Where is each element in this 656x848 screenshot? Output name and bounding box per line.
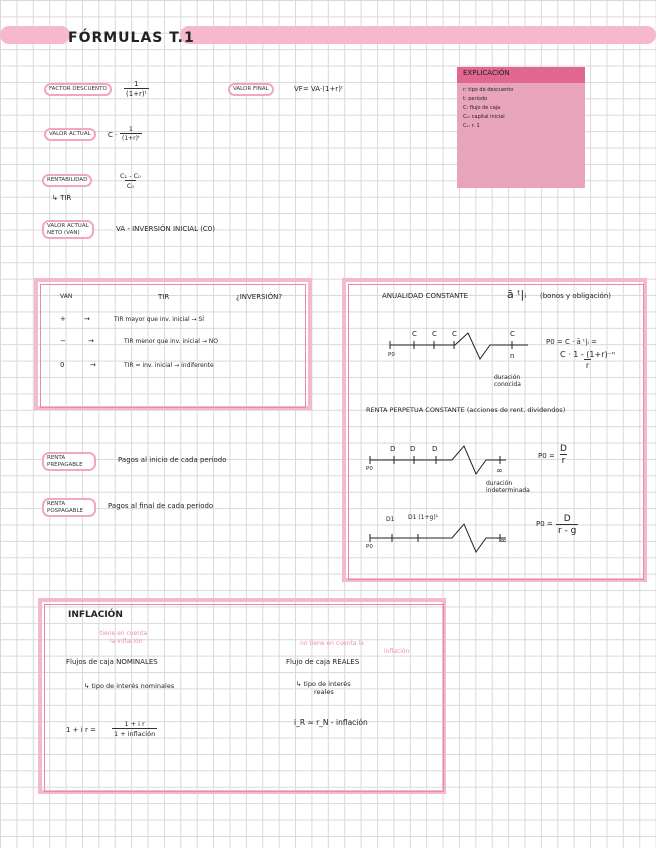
valor-actual-label: VALOR ACTUAL	[44, 128, 96, 141]
van-row-sign: +	[60, 315, 66, 323]
van-label-line: VALOR ACTUAL	[47, 223, 89, 229]
van-label	[42, 220, 94, 239]
inflacion-approx: i_R ≈ r_N - inflación	[294, 718, 368, 727]
van-label-line: NETO (VAN)	[47, 229, 80, 236]
perpetua-formula: $\frac{D}{r}$	[560, 444, 567, 466]
perpetua-tick-label: D	[432, 445, 438, 453]
inflacion-right-sub-line: reales	[314, 688, 334, 696]
inflacion-note-left-line: la inflación	[110, 638, 143, 645]
explicacion-line: C₀: capital inicial	[463, 114, 505, 120]
van-row-arrow: →	[90, 361, 96, 369]
valor-actual-formula: $\frac{1}{\text{(1+r)ᵗ}}$	[122, 126, 140, 142]
explicacion-header	[457, 67, 585, 83]
inflacion-formula-lhs: 1 + i r =	[66, 726, 96, 734]
gordon-tick-label: D1 (1+g)¹	[408, 514, 439, 521]
anualidad-n: n	[510, 352, 515, 360]
anualidad-tick-label: C	[510, 330, 515, 338]
anualidad-tick-label: C	[432, 330, 437, 338]
inflacion-note-left-line: tiene en cuenta	[100, 630, 148, 637]
explicacion-line: C: flujo de caja	[463, 105, 501, 111]
van-table-inner	[40, 284, 306, 408]
van-row-sign: −	[60, 337, 66, 345]
gordon-timeline-line	[370, 524, 506, 552]
perpetua-tick-label: D	[390, 445, 396, 453]
factor-descuento-label: FACTOR DESCUENTO	[44, 83, 112, 96]
valor-final-label: VALOR FINAL	[228, 83, 274, 96]
gordon-inf: ∞	[500, 536, 507, 545]
van-row-arrow: →	[88, 337, 94, 345]
van-row-text: TIR mayor que inv. inicial → SÍ	[114, 316, 205, 323]
factor-descuento-formula: $\frac{1}{\text{(1+r)ᵗ}}$	[126, 80, 147, 98]
inflacion-right-heading: Flujo de caja REALES	[286, 658, 360, 666]
page-title: FÓRMULAS T.1	[68, 30, 195, 46]
perpetua-p0: P0	[366, 466, 373, 472]
explicacion-line: t: periodo	[463, 96, 488, 102]
inflacion-formula: 1 + i r 1 + inflación	[114, 720, 156, 738]
valor-final-formula: VF= VA·(1+r)ᵗ	[294, 85, 343, 93]
van-formula: VA - INVERSIÓN INICIAL (C0)	[116, 225, 215, 233]
anualidad-title: ANUALIDAD CONSTANTE	[382, 292, 469, 300]
renta-pospagable-text: Pagos al final de cada periodo	[108, 502, 214, 510]
valor-actual-lhs: C ·	[108, 131, 118, 139]
anualidad-subtitle: (bonos y obligación)	[540, 292, 612, 300]
anualidad-timeline-line	[390, 333, 528, 359]
perpetua-formula-lhs: P0 =	[538, 452, 555, 460]
perpetua-timeline	[366, 442, 516, 482]
gordon-formula: $\frac{D}{r - g}$	[558, 514, 577, 536]
gordon-formula-lhs: P0 =	[536, 520, 553, 528]
anualidad-factor: ā ᵗ|ᵢ	[507, 288, 527, 301]
inflacion-note-right-line: no tiene en cuenta la	[300, 640, 364, 647]
gordon-p0: P0	[366, 544, 373, 550]
van-table-header-tir: TIR	[158, 293, 170, 301]
inflacion-right-sub	[296, 680, 351, 696]
van-row-arrow: →	[84, 315, 90, 323]
explicacion-lines	[457, 83, 585, 134]
renta-pospagable-label: RENTA POSPAGABLE	[42, 498, 96, 517]
rentabilidad-note: ↳ TIR	[52, 194, 72, 202]
title-bar-right	[180, 26, 656, 44]
anualidad-formula-line1: P0 = C · ā ᵗ|ᵢ =	[546, 338, 597, 346]
perpetua-tick-label: D	[410, 445, 416, 453]
perpetua-inf: ∞	[496, 466, 503, 475]
inflacion-left-sub: ↳ tipo de interés nominales	[84, 682, 175, 690]
title-bar-left	[0, 26, 70, 44]
van-row-text: TIR = inv. inicial → indiferente	[124, 362, 214, 369]
perpetua-title: RENTA PERPETUA CONSTANTE (acciones de rent. dividendos)	[366, 406, 566, 414]
gordon-tick-label: D1	[386, 516, 395, 523]
gordon-timeline	[366, 520, 516, 560]
rentabilidad-label: RENTABILIDAD	[42, 174, 92, 187]
inflacion-note-left	[100, 630, 147, 646]
inflacion-note-right-line: inflación	[384, 648, 410, 655]
anualidad-tick-label: C	[412, 330, 417, 338]
renta-prepagable-label: RENTA PREPAGABLE	[42, 452, 96, 471]
inflacion-note-right	[300, 640, 409, 656]
explicacion-line: C₁: r. 1	[463, 123, 480, 129]
perpetua-duracion: duración indeterminada	[486, 480, 530, 494]
van-table-header-inversion: ¿INVERSIÓN?	[236, 293, 283, 301]
van-row-sign: 0	[60, 361, 65, 369]
van-table-header-van: VAN	[60, 293, 73, 300]
anualidad-duracion: duración conocida	[494, 374, 521, 388]
inflacion-title: INFLACIÓN	[68, 610, 123, 620]
inflacion-left-heading: Flujos de caja NOMINALES	[66, 658, 158, 666]
rentabilidad-formula: $\frac{\text{C₁ - C₀}}{\text{C₀}}$	[120, 172, 141, 190]
inflacion-right-sub-line: ↳ tipo de interés	[296, 680, 351, 688]
anualidad-p0: P0	[388, 352, 395, 358]
van-row-text: TIR menor que inv. inicial → NO	[124, 338, 218, 345]
renta-prepagable-text: Pagos al inicio de cada periodo	[118, 456, 227, 464]
anualidad-tick-label: C	[452, 330, 457, 338]
explicacion-line: r: tipo de descuento	[463, 87, 514, 93]
anualidad-timeline	[380, 325, 540, 365]
explicacion-title: EXPLICACIÓN	[463, 69, 510, 77]
explicacion-box	[457, 67, 585, 188]
anualidad-formula: $\frac{\text{C · 1 - (1+r)⁻ⁿ}}{r}$	[560, 350, 616, 370]
